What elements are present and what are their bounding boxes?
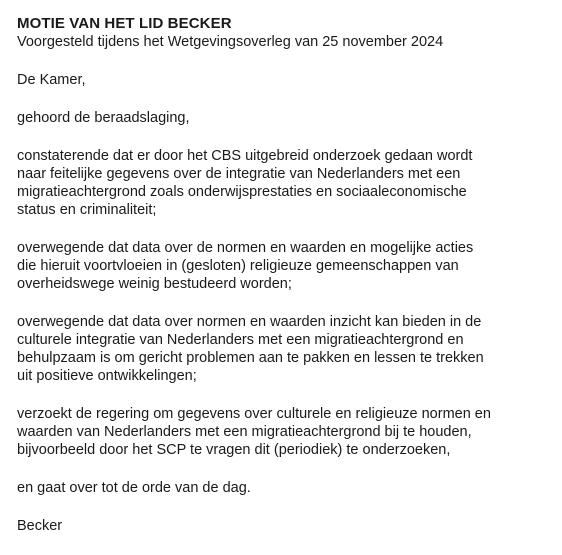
whereas-line: overwegende dat data over normen en waarden inzicht kan bieden in de [17, 314, 482, 330]
salutation: De Kamer, [17, 72, 86, 88]
considering-line: naar feitelijke gegevens over de integratie van Nederlanders met een [17, 166, 461, 182]
whereas-line: uit positieve ontwikkelingen; [17, 368, 197, 384]
considering-line: constaterende dat er door het CBS uitgebreid onderzoek gedaan wordt [17, 148, 473, 164]
heard-deliberation: gehoord de beraadslaging, [17, 110, 190, 126]
whereas-line: culturele integratie van Nederlanders met een migratieachtergrond en [17, 332, 464, 348]
considering-paragraph [17, 147, 557, 219]
request-line: bijvoorbeeld door het SCP te vragen dit (periodiek) te onderzoeken, [17, 442, 451, 458]
considering-line: status en criminaliteit; [17, 202, 157, 218]
signature: Becker [17, 518, 63, 534]
whereas-paragraph-2 [17, 313, 557, 385]
motion-title: MOTIE VAN HET LID BECKER [17, 15, 232, 32]
closing-sentence: en gaat over tot de orde van de dag. [17, 480, 251, 496]
whereas-paragraph-1 [17, 239, 557, 293]
whereas-line: behulpzaam is om gericht problemen aan te pakken en lessen te trekken [17, 350, 484, 366]
whereas-line: overheidswege weinig bestudeerd worden; [17, 276, 292, 292]
request-paragraph [17, 405, 557, 459]
considering-line: migratieachtergrond zoals onderwijsprestaties en sociaaleconomische [17, 184, 467, 200]
request-line: waarden van Nederlanders met een migratieachtergrond bij te houden, [17, 424, 472, 440]
request-line: verzoekt de regering om gegevens over culturele en religieuze normen en [17, 406, 491, 422]
whereas-line: overwegende dat data over de normen en waarden en mogelijke acties [17, 240, 474, 256]
whereas-line: die hieruit voortvloeien in (gesloten) religieuze gemeenschappen van [17, 258, 459, 274]
motion-subtitle: Voorgesteld tijdens het Wetgevingsoverleg van 25 november 2024 [17, 34, 444, 50]
motion-document [17, 14, 557, 555]
